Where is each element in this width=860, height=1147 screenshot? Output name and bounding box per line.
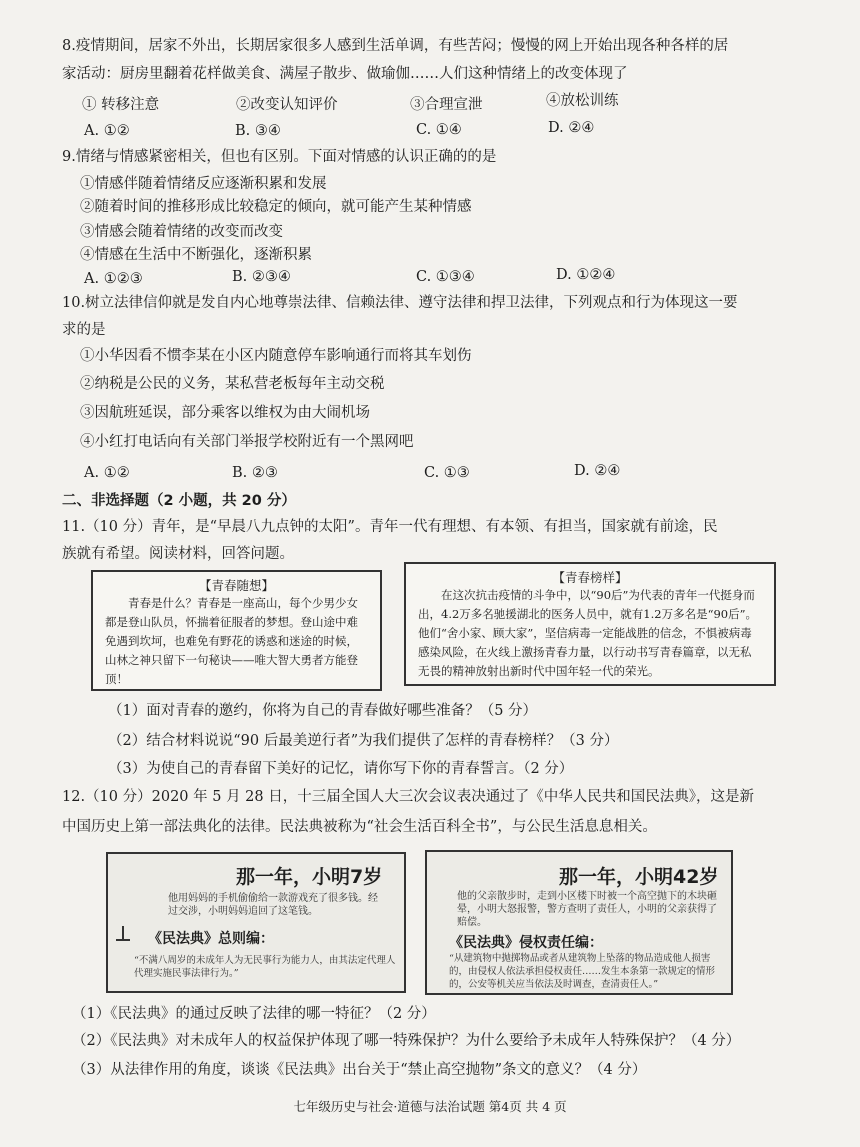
q11-sub-1: （1）面对青春的邀约，你将为自己的青春做好哪些准备？（5 分） bbox=[108, 703, 538, 719]
q9-stem: 9.情绪与情感紧密相关，但也有区别。下面对情感的认识正确的的是 bbox=[62, 149, 497, 165]
q8-item-1: ① 转移注意 bbox=[82, 97, 160, 113]
q8-line1: 8.疫情期间，居家不外出，长期居家很多人感到生活单调，有些苦闷；慢慢的网上开始出现各种各样的居 bbox=[62, 38, 729, 54]
q11-line2: 族就有希望。阅读材料，回答问题。 bbox=[62, 546, 294, 562]
gavel-icon bbox=[114, 924, 132, 944]
age-42-heading: 那一年，小明42岁 bbox=[559, 866, 719, 888]
q12-sub-2: （2）《民法典》对未成年人的权益保护体现了哪一特殊保护？为什么要给予未成年人特殊保护？（4 分） bbox=[72, 1033, 741, 1049]
q9-option-b: B. ②③④ bbox=[232, 269, 291, 285]
q8-option-a: A. ①② bbox=[84, 123, 130, 139]
q8-option-b: B. ③④ bbox=[235, 123, 281, 139]
q8-item-3: ③合理宣泄 bbox=[410, 97, 483, 113]
q12-line1: 12.（10 分）2020 年 5 月 28 日，十三届全国人大三次会议表决通过了《中华人民共和国民法典》，这是新 bbox=[62, 789, 754, 805]
q9-item-3: ③情感会随着情绪的改变而改变 bbox=[80, 224, 283, 240]
age-42-story: 他的父亲散步时，走到小区楼下时被一个高空抛下的木块砸晕，小明大怒报警，警方查明了责任人，小明的父亲获得了赔偿。 bbox=[457, 891, 717, 928]
age-7-story: 他用妈妈的手机偷偷给一款游戏充了很多钱。经过交涉，小明妈妈追回了这笔钱。 bbox=[168, 893, 378, 917]
q12-sub-3: （3）从法律作用的角度，谈谈《民法典》出台关于“禁止高空抛物”条文的意义？（4 分） bbox=[72, 1062, 647, 1078]
q8-option-c: C. ①④ bbox=[416, 122, 462, 138]
youth-reflection-text: 青春是什么？青春是一座高山，每个少男少女都是登山队员，怀揣着征服者的梦想。登山途中难免遇到坎坷，也难免有野花的诱惑和迷途的时候，山林之神只留下一句秘诀——唯大智大勇者方能登顶！ bbox=[105, 596, 358, 686]
age-42-case-panel bbox=[425, 850, 733, 995]
q11-sub-3: （3）为使自己的青春留下美好的记忆，请你写下你的青春誓言。（2 分） bbox=[108, 761, 574, 777]
age-42-law-heading: 《民法典》侵权责任编： bbox=[449, 935, 603, 951]
q10-item-4: ④小红打电话向有关部门举报学校附近有一个黑网吧 bbox=[80, 434, 414, 450]
q9-option-c: C. ①③④ bbox=[416, 269, 475, 285]
youth-model-text: 在这次抗击疫情的斗争中，以“90后”为代表的青年一代挺身而出，4.2万多名驰援湖北的医务人员中，就有1.2万多名是“90后”。他们“舍小家、顾大家”，坚信病毒一定能战胜的信念，不惧被病毒感染风险，在火线上激扬青春力量，以行动书写青春篇章，以无私无畏的精神放射出新时代中国年轻一代的荣光。 bbox=[418, 588, 757, 678]
q11-line1: 11.（10 分）青年，是“早晨八九点钟的太阳”。青年一代有理想、有本领、有担当，国家就有前途，民 bbox=[62, 519, 718, 535]
q10-item-3: ③因航班延误，部分乘客以维权为由大闹机场 bbox=[80, 405, 370, 421]
q9-item-4: ④情感在生活中不断强化，逐渐积累 bbox=[80, 247, 312, 263]
age-42-law-quote: “从建筑物中抛掷物品或者从建筑物上坠落的物品造成他人损害的，由侵权人依法承担侵权责任……发生本条第一款规定的情形的，公安等机关应当依法及时调查，查清责任人。” bbox=[449, 953, 716, 990]
q12-line2: 中国历史上第一部法典化的法律。民法典被称为“社会生活百科全书”，与公民生活息息相关。 bbox=[62, 819, 657, 835]
q10-option-c: C. ①③ bbox=[424, 465, 470, 481]
q10-option-a: A. ①② bbox=[84, 465, 130, 481]
q12-sub-1: （1）《民法典》的通过反映了法律的哪一特征？（2 分） bbox=[72, 1006, 436, 1022]
q9-item-2: ②随着时间的推移形成比较稳定的倾向，就可能产生某种情感 bbox=[80, 199, 472, 215]
q10-line2: 求的是 bbox=[62, 322, 106, 338]
q9-option-d: D. ①②④ bbox=[556, 267, 616, 283]
q9-option-a: A. ①②③ bbox=[84, 271, 143, 287]
q8-line2: 家活动：厨房里翻着花样做美食、满屋子散步、做瑜伽……人们这种情绪上的改变体现了 bbox=[62, 66, 628, 82]
q8-item-4: ④放松训练 bbox=[546, 93, 619, 109]
age-7-law-heading: 《民法典》总则编： bbox=[148, 931, 274, 947]
section-heading: 二、非选择题（2 小题，共 20 分） bbox=[62, 493, 296, 509]
q10-item-1: ①小华因看不惯李某在小区内随意停车影响通行而将其车划伤 bbox=[80, 348, 472, 364]
age-7-case-panel bbox=[106, 852, 406, 993]
q10-item-2: ②纳税是公民的义务，某私营老板每年主动交税 bbox=[80, 376, 385, 392]
q10-option-d: D. ②④ bbox=[574, 463, 621, 479]
age-7-heading: 那一年，小明7岁 bbox=[236, 866, 383, 888]
youth-model-title: 【青春榜样】 bbox=[552, 570, 628, 585]
q8-option-d: D. ②④ bbox=[548, 120, 595, 136]
youth-reflection-title: 【青春随想】 bbox=[198, 578, 274, 593]
q9-item-1: ①情感伴随着情绪反应逐渐积累和发展 bbox=[80, 176, 327, 192]
youth-model-box bbox=[404, 562, 776, 686]
youth-reflection-box bbox=[91, 570, 382, 691]
q8-item-2: ②改变认知评价 bbox=[236, 97, 338, 113]
q10-line1: 10.树立法律信仰就是发自内心地尊崇法律、信赖法律、遵守法律和捍卫法律，下列观点和行为体现这一要 bbox=[62, 295, 738, 311]
age-7-law-quote: “不满八周岁的未成年人为无民事行为能力人，由其法定代理人代理实施民事法律行为。” bbox=[134, 955, 396, 979]
page-footer: 七年级历史与社会·道德与法治试题 第4页 共 4 页 bbox=[293, 1099, 567, 1114]
q10-option-b: B. ②③ bbox=[232, 465, 278, 481]
q11-sub-2: （2）结合材料说说“90 后最美逆行者”为我们提供了怎样的青春榜样？（3 分） bbox=[108, 733, 619, 749]
